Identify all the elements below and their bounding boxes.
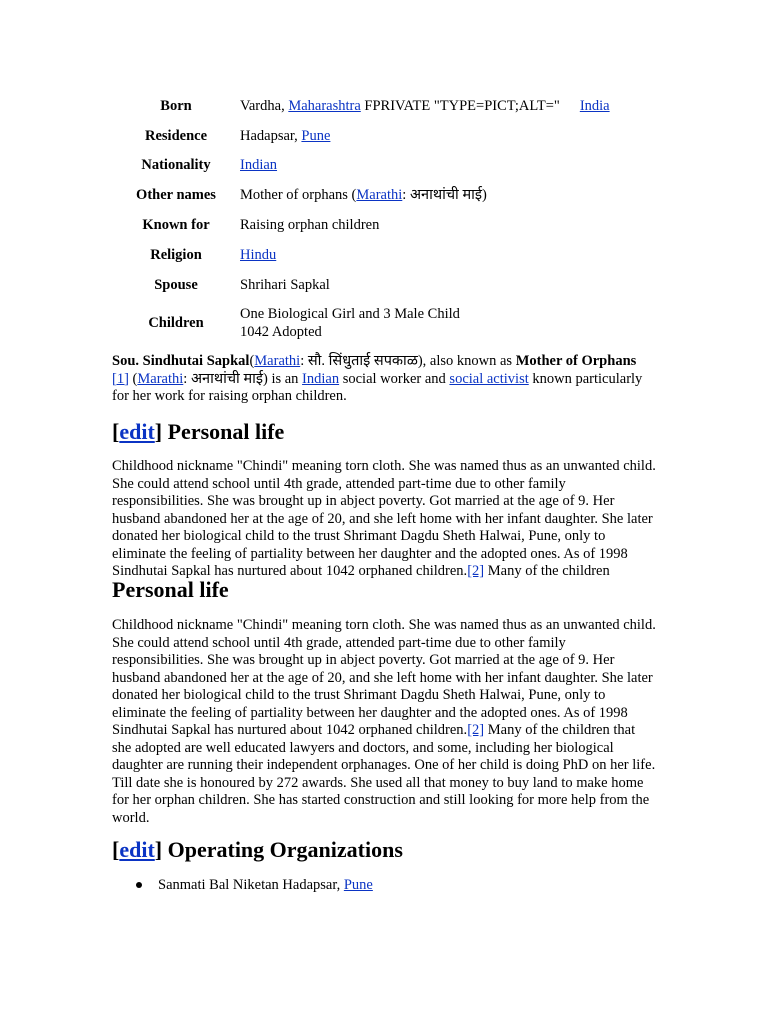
- para2-tail: Many of the children that she adopted are well educated lawyers and doctors, and some, including her biological daughter are running their independent orphanages. One of her child is doing PhD on her life. Till date she is honoured by 272 awards. She used all that money to buy land to make home for her orphan children. She has started construction and still looking for more help from the world.: [112, 722, 656, 826]
- intro-paren: (: [249, 353, 255, 369]
- para2-text: Childhood nickname "Chindi" meaning torn cloth. She was named thus as an unwanted child. She could attend school until 4th grade, attended part-time due to other family responsibilities. She was brought up in abject poverty. Got married at the age of 9. Her husband abandoned her at the age of 20, and she left home with her infant daughter. She later donated her biological child to the trust Shrimant Dagdu Sheth Halwai, Pune, only to eliminate the feeling of partiality between her daughter and the adopted ones. As of 1998 Sindhutai Sapkal has nurtured about 1042 orphaned children.: [112, 617, 656, 738]
- infobox-value: Shrihari Sapkal: [240, 277, 330, 293]
- infobox-row-children: [124, 305, 654, 341]
- hindu-link[interactable]: Hindu: [240, 247, 277, 263]
- bullet-icon: [136, 882, 142, 888]
- list-item-text: Sanmati Bal Niketan Hadapsar,: [158, 877, 344, 893]
- infobox-value: Raising orphan children: [240, 217, 380, 233]
- section-title: Operating Organizations: [167, 837, 403, 862]
- infobox-label: Spouse: [154, 277, 198, 293]
- intro-marathi-text: : सौ. सिंधुताई सपकाळ), also known as: [300, 353, 516, 369]
- bracket-close: ]: [154, 837, 168, 862]
- infobox-row-religion: [124, 246, 654, 264]
- infobox-value: [240, 156, 654, 174]
- infobox-label: Religion: [150, 247, 202, 263]
- other-names-text: Mother of orphans (: [240, 187, 357, 203]
- marathi-link-2[interactable]: Marathi: [137, 370, 184, 387]
- infobox-value: [240, 97, 654, 115]
- indian-link[interactable]: Indian: [240, 157, 278, 173]
- bracket-open: [: [112, 837, 120, 862]
- edit-link[interactable]: edit: [119, 419, 155, 444]
- bracket-close: ]: [154, 419, 168, 444]
- intro-paragraph: [112, 353, 657, 406]
- indian-link-2[interactable]: Indian: [302, 370, 340, 387]
- intro-paren-2: (: [128, 370, 138, 387]
- infobox-row-residence: [124, 127, 654, 145]
- intro-marathi-text-2: : अनाथांची माई) is an: [183, 370, 303, 387]
- personal-life-paragraph-1: [112, 458, 657, 602]
- children-line-1: One Biological Girl and 3 Male Child: [240, 306, 460, 322]
- para1-text: Childhood nickname "Chindi" meaning torn cloth. She was named thus as an unwanted child. She could attend school until 4th grade, attended part-time due to other family responsibilities. She was brought up in abject poverty. Got married at the age of 9. Her husband abandoned her at the age of 20, and she left home with her infant daughter. She later donated her biological child to the trust Shrimant Dagdu Sheth Halwai, Pune, only to eliminate the feeling of partiality between her daughter and the adopted ones. As of 1998 Sindhutai Sapkal has nurtured about 1042 orphaned children.: [112, 458, 656, 579]
- maharashtra-link[interactable]: Maharashtra: [288, 98, 361, 114]
- children-line-2: 1042 Adopted: [240, 324, 322, 340]
- born-private-text: FPRIVATE "TYPE=PICT;ALT=": [360, 98, 560, 114]
- infobox-row-nationality: [124, 156, 654, 174]
- section-title: Personal life: [167, 419, 285, 444]
- intro-tail-text: known particularly for her work for raising orphan children.: [112, 370, 643, 404]
- infobox-value: [240, 186, 654, 204]
- ref-2-link[interactable]: [2]: [467, 563, 485, 579]
- pune-link[interactable]: Pune: [343, 877, 373, 893]
- infobox-row-other-names: [124, 186, 654, 204]
- infobox-label: Other names: [136, 187, 216, 203]
- marathi-link[interactable]: Marathi: [356, 187, 403, 203]
- residence-text: Hadapsar,: [240, 128, 302, 144]
- infobox-label: Known for: [142, 217, 210, 233]
- subject-name: Sou. Sindhutai Sapkal: [112, 353, 250, 369]
- other-names-marathi-text: : अनाथांची माई): [402, 187, 487, 203]
- organizations-list: [134, 876, 373, 894]
- social-activist-link[interactable]: social activist: [449, 370, 529, 387]
- para1-tail: Many of the children: [484, 563, 610, 579]
- born-text: Vardha,: [240, 98, 289, 114]
- infobox-row-known-for: [124, 216, 654, 234]
- marathi-link[interactable]: Marathi: [254, 353, 301, 369]
- ref-1-link[interactable]: [1]: [112, 370, 129, 387]
- infobox-label: Children: [148, 315, 204, 331]
- personal-life-paragraph-2: [112, 617, 657, 827]
- infobox-row-spouse: [124, 276, 654, 294]
- infobox-row-born: [124, 97, 654, 115]
- infobox-value: [240, 246, 654, 264]
- inline-heading-personal-life: Personal life: [112, 576, 229, 602]
- aka-text: Mother of Orphans: [515, 353, 637, 369]
- section-heading-operating-organizations: [112, 837, 403, 863]
- edit-link[interactable]: edit: [119, 837, 155, 862]
- infobox-label: Residence: [144, 128, 207, 144]
- ref-2-link[interactable]: [2]: [467, 722, 485, 738]
- intro-mid-text: social worker and: [339, 370, 450, 387]
- list-item: [134, 876, 373, 894]
- infobox-label: Nationality: [141, 157, 211, 173]
- infobox-value: [240, 127, 654, 145]
- pune-link[interactable]: Pune: [301, 128, 331, 144]
- section-heading-personal-life: [112, 419, 284, 445]
- infobox-label: Born: [160, 98, 192, 114]
- bracket-open: [: [112, 419, 120, 444]
- india-link[interactable]: India: [579, 98, 610, 114]
- infobox-value: [240, 305, 654, 341]
